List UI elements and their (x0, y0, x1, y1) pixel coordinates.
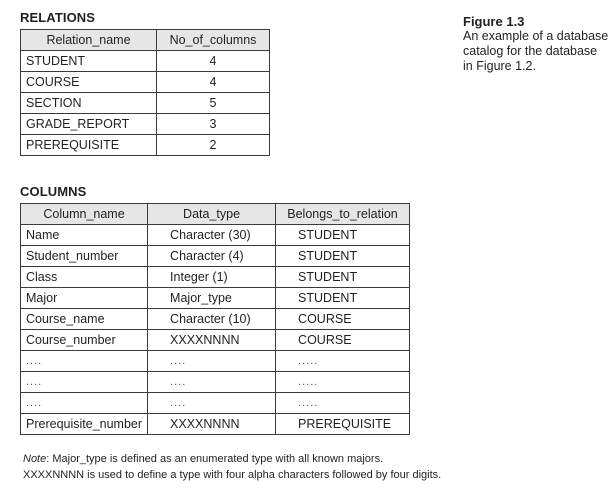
caption-line: An example of a database (463, 29, 609, 43)
relation-cell: STUDENT (276, 288, 410, 309)
data-type-cell: Integer (1) (148, 267, 276, 288)
table-row-ellipsis (21, 372, 410, 393)
figure-label: Figure 1.3 (463, 14, 525, 29)
relation-cell: ..... (276, 372, 410, 393)
relation-cell: ..... (276, 393, 410, 414)
column-name-cell: Student_number (21, 246, 148, 267)
relations-table (20, 29, 270, 156)
header-column-name: Column_name (21, 204, 148, 225)
data-type-cell: Major_type (148, 288, 276, 309)
column-name-cell: .... (21, 393, 148, 414)
caption-line: catalog for the database (463, 44, 598, 58)
note-line-2: XXXXNNNN is used to define a type with four alpha characters followed by four digits. (23, 469, 442, 481)
data-type-cell: XXXXNNNN (148, 414, 276, 435)
column-count-cell: 4 (157, 51, 270, 72)
table-row (21, 267, 410, 288)
columns-header-row (21, 204, 410, 225)
table-row (21, 51, 270, 72)
header-no-of-columns: No_of_columns (157, 30, 270, 51)
table-row-ellipsis (21, 351, 410, 372)
figure-caption (463, 14, 613, 74)
data-type-cell: Character (4) (148, 246, 276, 267)
data-type-cell: XXXXNNNN (148, 330, 276, 351)
relation-cell: STUDENT (276, 246, 410, 267)
column-count-cell: 2 (157, 135, 270, 156)
column-name-cell: .... (21, 372, 148, 393)
table-row (21, 309, 410, 330)
relation-cell: COURSE (276, 309, 410, 330)
relation-name-cell: PREREQUISITE (21, 135, 157, 156)
column-name-cell: Prerequisite_number (21, 414, 148, 435)
data-type-cell: Character (10) (148, 309, 276, 330)
relations-header-row (21, 30, 270, 51)
table-row (21, 114, 270, 135)
table-row-ellipsis (21, 393, 410, 414)
column-name-cell: Course_number (21, 330, 148, 351)
table-row (21, 414, 410, 435)
header-data-type: Data_type (148, 204, 276, 225)
table-row (21, 93, 270, 114)
columns-table (20, 203, 410, 435)
relations-title: RELATIONS (20, 10, 96, 25)
header-belongs-to-relation: Belongs_to_relation (276, 204, 410, 225)
table-row (21, 246, 410, 267)
header-relation-name: Relation_name (21, 30, 157, 51)
data-type-cell: Character (30) (148, 225, 276, 246)
column-count-cell: 5 (157, 93, 270, 114)
table-row (21, 225, 410, 246)
column-name-cell: Course_name (21, 309, 148, 330)
relation-cell: STUDENT (276, 267, 410, 288)
column-name-cell: .... (21, 351, 148, 372)
column-name-cell: Major (21, 288, 148, 309)
table-row (21, 330, 410, 351)
data-type-cell: .... (148, 393, 276, 414)
column-name-cell: Class (21, 267, 148, 288)
relation-cell: PREREQUISITE (276, 414, 410, 435)
note-label: Note (23, 453, 47, 465)
columns-title: COLUMNS (20, 184, 87, 199)
table-row (21, 288, 410, 309)
note-line-1 (23, 453, 383, 465)
relation-name-cell: GRADE_REPORT (21, 114, 157, 135)
table-row (21, 135, 270, 156)
relation-cell: ..... (276, 351, 410, 372)
table-row (21, 72, 270, 93)
column-count-cell: 4 (157, 72, 270, 93)
data-type-cell: .... (148, 351, 276, 372)
relation-name-cell: SECTION (21, 93, 157, 114)
column-name-cell: Name (21, 225, 148, 246)
relation-name-cell: STUDENT (21, 51, 157, 72)
caption-line: in Figure 1.2. (463, 59, 536, 73)
data-type-cell: .... (148, 372, 276, 393)
relation-cell: STUDENT (276, 225, 410, 246)
note-text: : Major_type is defined as an enumerated type with all known majors. (46, 453, 384, 465)
relation-cell: COURSE (276, 330, 410, 351)
column-count-cell: 3 (157, 114, 270, 135)
relation-name-cell: COURSE (21, 72, 157, 93)
